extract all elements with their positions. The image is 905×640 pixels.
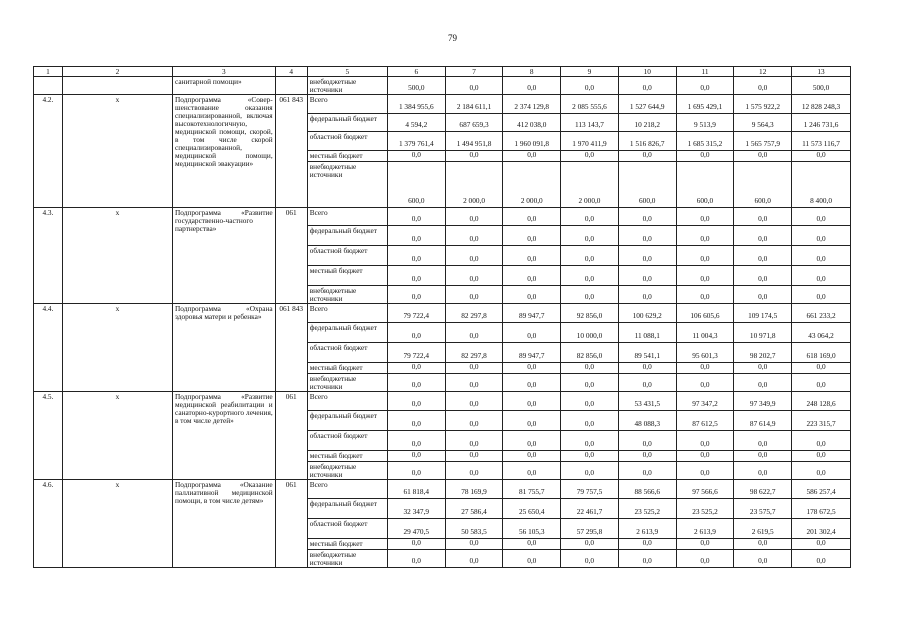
- value-cell: 0,0: [503, 539, 561, 550]
- value-cell: 0,0: [792, 208, 851, 226]
- value-cell: 87 614,9: [734, 411, 792, 431]
- header-cell: 1: [34, 67, 63, 77]
- value-cell: 1 565 757,9: [734, 132, 792, 151]
- value-cell: 11 088,1: [618, 323, 676, 343]
- value-cell: 201 302,4: [792, 519, 851, 539]
- value-cell: 0,0: [792, 246, 851, 266]
- value-cell: 0,0: [734, 151, 792, 162]
- value-cell: 687 659,3: [445, 114, 503, 132]
- value-cell: 0,0: [387, 208, 445, 226]
- code-cell: 061 843: [275, 95, 307, 208]
- funding-source-cell: областной бюджет: [307, 431, 387, 451]
- value-cell: 0,0: [734, 77, 792, 95]
- table-row: [34, 392, 851, 411]
- value-cell: 2 000,0: [561, 162, 619, 208]
- value-cell: 97 347,2: [676, 392, 734, 411]
- funding-source-cell: федеральный бюджет: [307, 226, 387, 246]
- value-cell: 23 575,7: [734, 499, 792, 519]
- value-cell: 0,0: [387, 286, 445, 304]
- value-cell: 89 947,7: [503, 304, 561, 323]
- value-cell: 0,0: [387, 451, 445, 462]
- value-cell: 0,0: [503, 323, 561, 343]
- value-cell: 9 513,9: [676, 114, 734, 132]
- value-cell: 0,0: [445, 550, 503, 568]
- funding-source-cell: федеральный бюджет: [307, 114, 387, 132]
- value-cell: 0,0: [387, 246, 445, 266]
- value-cell: 0,0: [503, 266, 561, 286]
- value-cell: 53 431,5: [618, 392, 676, 411]
- value-cell: 0,0: [676, 246, 734, 266]
- funding-source-cell: внебюджетные источники: [307, 374, 387, 392]
- value-cell: 0,0: [734, 451, 792, 462]
- value-cell: 10 000,0: [561, 323, 619, 343]
- value-cell: 106 605,6: [676, 304, 734, 323]
- value-cell: 0,0: [676, 462, 734, 480]
- value-cell: 1 516 826,7: [618, 132, 676, 151]
- funding-source-cell: внебюджетные источники: [307, 286, 387, 304]
- value-cell: 0,0: [618, 374, 676, 392]
- value-cell: 0,0: [561, 246, 619, 266]
- value-cell: 2 085 555,6: [561, 95, 619, 114]
- value-cell: 0,0: [445, 363, 503, 374]
- value-cell: 0,0: [503, 431, 561, 451]
- value-cell: 4 594,2: [387, 114, 445, 132]
- budget-table: [33, 66, 851, 568]
- x-cell: x: [62, 480, 172, 568]
- program-name-cell: Подпрограмма «Развитие медицинской реабилитации и санаторно-курортного лечения, в том числе детей»: [173, 392, 276, 480]
- value-cell: 0,0: [734, 539, 792, 550]
- funding-source-cell: местный бюджет: [307, 451, 387, 462]
- value-cell: 0,0: [792, 286, 851, 304]
- funding-source-cell: областной бюджет: [307, 132, 387, 151]
- value-cell: 1 527 644,9: [618, 95, 676, 114]
- x-cell: x: [62, 304, 172, 392]
- value-cell: 79 722,4: [387, 304, 445, 323]
- header-cell: 11: [676, 67, 734, 77]
- value-cell: 223 315,7: [792, 411, 851, 431]
- header-cell: 7: [445, 67, 503, 77]
- value-cell: 0,0: [618, 246, 676, 266]
- value-cell: 0,0: [503, 374, 561, 392]
- value-cell: 0,0: [561, 550, 619, 568]
- value-cell: 1 575 922,2: [734, 95, 792, 114]
- value-cell: 0,0: [618, 451, 676, 462]
- value-cell: 0,0: [445, 226, 503, 246]
- value-cell: 10 971,8: [734, 323, 792, 343]
- value-cell: 0,0: [734, 286, 792, 304]
- value-cell: 1 384 955,6: [387, 95, 445, 114]
- value-cell: 82 856,0: [561, 343, 619, 363]
- value-cell: 0,0: [792, 462, 851, 480]
- value-cell: 1 246 731,6: [792, 114, 851, 132]
- value-cell: 0,0: [387, 392, 445, 411]
- value-cell: 0,0: [734, 431, 792, 451]
- value-cell: 0,0: [387, 363, 445, 374]
- value-cell: 98 202,7: [734, 343, 792, 363]
- column-number-header: [34, 67, 851, 77]
- value-cell: 0,0: [387, 226, 445, 246]
- value-cell: 0,0: [445, 286, 503, 304]
- value-cell: 12 828 248,3: [792, 95, 851, 114]
- value-cell: 89 947,7: [503, 343, 561, 363]
- funding-source-cell: внебюджетные источники: [307, 77, 387, 95]
- value-cell: 0,0: [445, 539, 503, 550]
- value-cell: 0,0: [618, 462, 676, 480]
- value-cell: 2 619,5: [734, 519, 792, 539]
- value-cell: 113 143,7: [561, 114, 619, 132]
- page-number: 79: [448, 33, 457, 43]
- value-cell: 0,0: [792, 226, 851, 246]
- value-cell: 0,0: [676, 363, 734, 374]
- program-name-cell: Подпрограмма «Совершенствование оказания специализированной, включая высокотехнологичную, медицинской помощи, скорой, в том числе скорой специализированной, медицинской помощи, медицинской эвакуации»: [173, 95, 276, 208]
- code-cell: [275, 77, 307, 95]
- table-row: [34, 480, 851, 499]
- program-name-cell: Подпрограмма «Оказание паллиативной медицинской помощи, в том числе детям»: [173, 480, 276, 568]
- value-cell: 27 586,4: [445, 499, 503, 519]
- funding-source-cell: Всего: [307, 392, 387, 411]
- value-cell: 10 218,2: [618, 114, 676, 132]
- value-cell: 0,0: [561, 451, 619, 462]
- value-cell: 0,0: [676, 208, 734, 226]
- program-name-cell: Подпрограмма «Охрана здоровья матери и ребенка»: [173, 304, 276, 392]
- value-cell: 50 583,5: [445, 519, 503, 539]
- funding-source-cell: областной бюджет: [307, 246, 387, 266]
- value-cell: 0,0: [618, 550, 676, 568]
- value-cell: 0,0: [618, 208, 676, 226]
- value-cell: 0,0: [792, 539, 851, 550]
- value-cell: 97 566,6: [676, 480, 734, 499]
- value-cell: 0,0: [445, 151, 503, 162]
- value-cell: 0,0: [792, 151, 851, 162]
- value-cell: 0,0: [676, 374, 734, 392]
- value-cell: 0,0: [734, 226, 792, 246]
- value-cell: 0,0: [503, 363, 561, 374]
- header-cell: 12: [734, 67, 792, 77]
- value-cell: 586 257,4: [792, 480, 851, 499]
- value-cell: 57 295,8: [561, 519, 619, 539]
- table-row: [34, 95, 851, 114]
- value-cell: 600,0: [387, 162, 445, 208]
- value-cell: 618 169,0: [792, 343, 851, 363]
- value-cell: 0,0: [676, 431, 734, 451]
- header-cell: 3: [173, 67, 276, 77]
- funding-source-cell: внебюджетные источники: [307, 462, 387, 480]
- value-cell: 0,0: [676, 451, 734, 462]
- funding-source-cell: федеральный бюджет: [307, 411, 387, 431]
- value-cell: 0,0: [445, 77, 503, 95]
- funding-source-cell: Всего: [307, 208, 387, 226]
- value-cell: 0,0: [445, 411, 503, 431]
- funding-source-cell: областной бюджет: [307, 343, 387, 363]
- value-cell: 600,0: [676, 162, 734, 208]
- header-cell: 2: [62, 67, 172, 77]
- value-cell: 29 470,5: [387, 519, 445, 539]
- value-cell: 178 672,5: [792, 499, 851, 519]
- value-cell: 87 612,5: [676, 411, 734, 431]
- value-cell: 79 722,4: [387, 343, 445, 363]
- funding-source-cell: областной бюджет: [307, 519, 387, 539]
- value-cell: 0,0: [618, 431, 676, 451]
- value-cell: 0,0: [676, 151, 734, 162]
- funding-source-cell: внебюджетные источники: [307, 550, 387, 568]
- value-cell: 0,0: [618, 286, 676, 304]
- value-cell: 0,0: [387, 539, 445, 550]
- funding-source-cell: Всего: [307, 304, 387, 323]
- value-cell: 0,0: [387, 411, 445, 431]
- value-cell: 0,0: [387, 431, 445, 451]
- value-cell: 78 169,9: [445, 480, 503, 499]
- value-cell: 56 105,3: [503, 519, 561, 539]
- value-cell: 0,0: [445, 246, 503, 266]
- header-cell: 6: [387, 67, 445, 77]
- value-cell: 248 128,6: [792, 392, 851, 411]
- value-cell: 0,0: [792, 266, 851, 286]
- value-cell: 11 004,3: [676, 323, 734, 343]
- value-cell: 0,0: [618, 151, 676, 162]
- value-cell: 0,0: [734, 462, 792, 480]
- value-cell: 0,0: [561, 462, 619, 480]
- value-cell: 48 088,3: [618, 411, 676, 431]
- funding-source-cell: федеральный бюджет: [307, 323, 387, 343]
- value-cell: 1 494 951,8: [445, 132, 503, 151]
- value-cell: 0,0: [387, 323, 445, 343]
- value-cell: 0,0: [387, 462, 445, 480]
- value-cell: 600,0: [618, 162, 676, 208]
- value-cell: 0,0: [618, 539, 676, 550]
- value-cell: 0,0: [561, 266, 619, 286]
- program-name-cell: санитарной помощи»: [173, 77, 276, 95]
- value-cell: 32 347,9: [387, 499, 445, 519]
- value-cell: 88 566,6: [618, 480, 676, 499]
- value-cell: 0,0: [387, 266, 445, 286]
- value-cell: 0,0: [792, 374, 851, 392]
- value-cell: 0,0: [676, 550, 734, 568]
- x-cell: x: [62, 392, 172, 480]
- funding-source-cell: местный бюджет: [307, 539, 387, 550]
- value-cell: 0,0: [445, 392, 503, 411]
- table-row: [34, 304, 851, 323]
- value-cell: 0,0: [445, 266, 503, 286]
- value-cell: 0,0: [618, 363, 676, 374]
- value-cell: 0,0: [445, 431, 503, 451]
- value-cell: 0,0: [792, 431, 851, 451]
- header-cell: 5: [307, 67, 387, 77]
- value-cell: 1 970 411,9: [561, 132, 619, 151]
- value-cell: 412 038,0: [503, 114, 561, 132]
- value-cell: 89 541,1: [618, 343, 676, 363]
- value-cell: 0,0: [676, 539, 734, 550]
- value-cell: 0,0: [387, 550, 445, 568]
- value-cell: 1 960 091,8: [503, 132, 561, 151]
- value-cell: 0,0: [503, 392, 561, 411]
- value-cell: 0,0: [561, 431, 619, 451]
- value-cell: 0,0: [734, 208, 792, 226]
- value-cell: 1 695 429,1: [676, 95, 734, 114]
- value-cell: 0,0: [561, 392, 619, 411]
- value-cell: 8 400,0: [792, 162, 851, 208]
- value-cell: 0,0: [792, 363, 851, 374]
- value-cell: 0,0: [445, 323, 503, 343]
- value-cell: 2 613,9: [618, 519, 676, 539]
- row-number-cell: 4.2.: [34, 95, 63, 208]
- value-cell: 0,0: [561, 411, 619, 431]
- code-cell: 061: [275, 480, 307, 568]
- value-cell: 0,0: [561, 77, 619, 95]
- value-cell: 0,0: [676, 286, 734, 304]
- value-cell: 0,0: [503, 411, 561, 431]
- value-cell: 82 297,8: [445, 343, 503, 363]
- value-cell: 100 629,2: [618, 304, 676, 323]
- value-cell: 23 525,2: [618, 499, 676, 519]
- x-cell: x: [62, 208, 172, 304]
- value-cell: 500,0: [387, 77, 445, 95]
- value-cell: 92 856,0: [561, 304, 619, 323]
- value-cell: 0,0: [561, 208, 619, 226]
- value-cell: 1 685 315,2: [676, 132, 734, 151]
- value-cell: 23 525,2: [676, 499, 734, 519]
- value-cell: 11 573 116,7: [792, 132, 851, 151]
- header-cell: 13: [792, 67, 851, 77]
- value-cell: 109 174,5: [734, 304, 792, 323]
- table-row: [34, 208, 851, 226]
- value-cell: 0,0: [734, 550, 792, 568]
- x-cell: x: [62, 95, 172, 208]
- value-cell: 0,0: [561, 363, 619, 374]
- value-cell: 0,0: [734, 374, 792, 392]
- funding-source-cell: Всего: [307, 480, 387, 499]
- value-cell: 0,0: [618, 77, 676, 95]
- value-cell: 98 622,7: [734, 480, 792, 499]
- value-cell: 0,0: [503, 286, 561, 304]
- value-cell: 82 297,8: [445, 304, 503, 323]
- value-cell: 43 064,2: [792, 323, 851, 343]
- header-cell: 8: [503, 67, 561, 77]
- value-cell: 600,0: [734, 162, 792, 208]
- header-cell: 9: [561, 67, 619, 77]
- value-cell: 0,0: [503, 462, 561, 480]
- value-cell: 500,0: [792, 77, 851, 95]
- value-cell: 0,0: [792, 451, 851, 462]
- value-cell: 0,0: [734, 363, 792, 374]
- value-cell: 2 184 611,1: [445, 95, 503, 114]
- value-cell: 0,0: [503, 208, 561, 226]
- value-cell: 0,0: [503, 246, 561, 266]
- row-number-cell: [34, 77, 63, 95]
- value-cell: 0,0: [445, 451, 503, 462]
- value-cell: 2 000,0: [445, 162, 503, 208]
- header-cell: 4: [275, 67, 307, 77]
- x-cell: [62, 77, 172, 95]
- funding-source-cell: местный бюджет: [307, 363, 387, 374]
- value-cell: 0,0: [618, 266, 676, 286]
- value-cell: 61 818,4: [387, 480, 445, 499]
- value-cell: 0,0: [618, 226, 676, 246]
- value-cell: 0,0: [387, 374, 445, 392]
- value-cell: 0,0: [503, 151, 561, 162]
- value-cell: 0,0: [561, 539, 619, 550]
- row-number-cell: 4.6.: [34, 480, 63, 568]
- value-cell: 95 601,3: [676, 343, 734, 363]
- value-cell: 2 000,0: [503, 162, 561, 208]
- program-name-cell: Подпрограмма «Развитие государственно-частного партнерства»: [173, 208, 276, 304]
- value-cell: 0,0: [676, 77, 734, 95]
- value-cell: 25 650,4: [503, 499, 561, 519]
- value-cell: 0,0: [503, 226, 561, 246]
- value-cell: 9 564,3: [734, 114, 792, 132]
- value-cell: 0,0: [561, 286, 619, 304]
- value-cell: 22 461,7: [561, 499, 619, 519]
- value-cell: 0,0: [387, 151, 445, 162]
- value-cell: 81 755,7: [503, 480, 561, 499]
- value-cell: 0,0: [561, 226, 619, 246]
- value-cell: 2 613,9: [676, 519, 734, 539]
- value-cell: 0,0: [503, 451, 561, 462]
- value-cell: 1 379 761,4: [387, 132, 445, 151]
- value-cell: 2 374 129,8: [503, 95, 561, 114]
- value-cell: 79 757,5: [561, 480, 619, 499]
- value-cell: 0,0: [561, 374, 619, 392]
- value-cell: 0,0: [676, 266, 734, 286]
- value-cell: 661 233,2: [792, 304, 851, 323]
- code-cell: 061: [275, 392, 307, 480]
- value-cell: 0,0: [792, 550, 851, 568]
- value-cell: 0,0: [445, 462, 503, 480]
- value-cell: 97 349,9: [734, 392, 792, 411]
- value-cell: 0,0: [445, 374, 503, 392]
- value-cell: 0,0: [445, 208, 503, 226]
- value-cell: 0,0: [734, 266, 792, 286]
- row-number-cell: 4.4.: [34, 304, 63, 392]
- value-cell: 0,0: [503, 550, 561, 568]
- value-cell: 0,0: [676, 226, 734, 246]
- value-cell: 0,0: [561, 151, 619, 162]
- funding-source-cell: местный бюджет: [307, 151, 387, 162]
- funding-source-cell: Всего: [307, 95, 387, 114]
- row-number-cell: 4.3.: [34, 208, 63, 304]
- row-number-cell: 4.5.: [34, 392, 63, 480]
- code-cell: 061: [275, 208, 307, 304]
- code-cell: 061 843: [275, 304, 307, 392]
- continuation-row: [34, 77, 851, 95]
- header-cell: 10: [618, 67, 676, 77]
- funding-source-cell: местный бюджет: [307, 266, 387, 286]
- funding-source-cell: федеральный бюджет: [307, 499, 387, 519]
- value-cell: 0,0: [503, 77, 561, 95]
- value-cell: 0,0: [734, 246, 792, 266]
- funding-source-cell: внебюджетные источники: [307, 162, 387, 208]
